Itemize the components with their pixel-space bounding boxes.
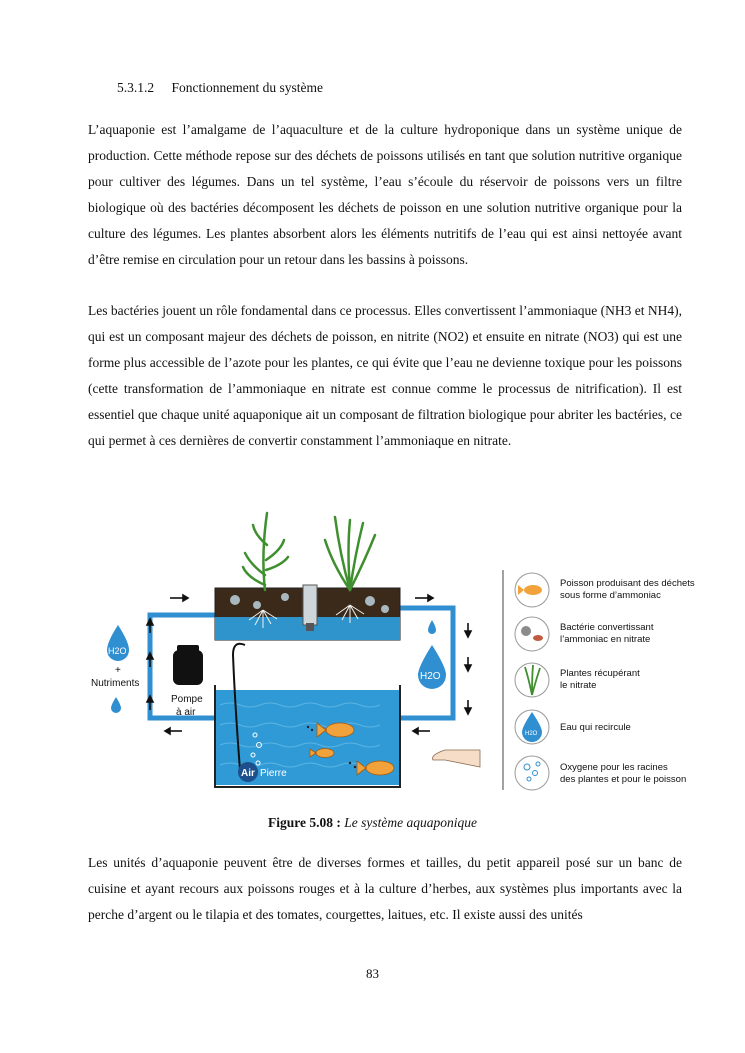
fish-tank [215, 644, 400, 787]
figure-caption [0, 815, 745, 831]
legend-item-plants [515, 663, 640, 697]
aquaponics-figure [85, 505, 705, 795]
nutrients-label: Nutriments [91, 678, 140, 689]
legend-text: le nitrate [560, 680, 597, 691]
legend-item-fish [515, 573, 695, 607]
left-water-drop [91, 625, 139, 713]
plants-illustration [243, 513, 375, 590]
legend-text: Plantes récupérant [560, 668, 640, 679]
legend-text: sous forme d’ammoniac [560, 590, 661, 601]
legend-item-water [515, 710, 631, 744]
air-pump [171, 645, 203, 718]
legend-item-oxygen [515, 756, 686, 790]
plus-label: + [115, 665, 121, 676]
legend-text: l’ammoniac en nitrate [560, 634, 651, 645]
section-heading [117, 80, 323, 96]
paragraph-3: Les unités d’aquaponie peuvent être de diverses formes et tailles, du petit appareil posé sur un banc de cuisine et ayant recours aux poissons rouges et à la culture d’herbes, aux systèmes plus importants avec la perche d’argent ou le tilapia et des tomates, courgettes, laitues, etc. Il existe aussi des unités [88, 855, 682, 922]
right-h2o-label: H2O [420, 671, 441, 682]
page-number: 83 [366, 966, 379, 981]
pump-label-1: Pompe [171, 694, 203, 705]
air-label: Air [241, 768, 255, 779]
section-title: Fonctionnement du système [171, 80, 323, 95]
stone-label: Pierre [260, 768, 287, 779]
legend-text: Eau qui recircule [560, 722, 631, 733]
left-h2o-label: H2O [108, 646, 127, 656]
legend-item-bacteria [515, 617, 654, 651]
figure-legend [515, 573, 695, 790]
legend-text: des plantes et pour le poisson [560, 774, 687, 785]
legend-text: Oxygene pour les racines [560, 762, 668, 773]
paragraph-2: Les bactéries jouent un rôle fondamental dans ce processus. Elles convertissent l’ammoniaque (NH3 et NH4), qui est un composant majeur des déchets de poisson, en nitrite (NO2) et ensuite en nitrate (NO3) qui est une forme plus accessible de l’azote pour les plantes, ce qui évite que l’eau ne devienne toxique pour les poissons (cette transformation de l’ammoniaque en nitrate est connue comme le processus de nitrification). Il est essentiel que chaque unité aquaponique ait un composant de filtration biologique pour abriter les bactéries, ce qui permet à ces dernières de convertir constamment l’ammoniaque en nitrate. [88, 303, 682, 448]
grow-bed [215, 585, 400, 640]
legend-h2o-label: H2O [525, 731, 538, 737]
section-number: 5.3.1.2 [117, 80, 155, 95]
pump-label-2: à air [176, 707, 196, 718]
right-water-drop [418, 620, 446, 689]
legend-text: Poisson produisant des déchets [560, 578, 695, 589]
paragraph-1: L’aquaponie est l’amalgame de l’aquaculture et de la culture hydroponique dans un système unique de production. Cette méthode repose sur des déchets de poissons utilisés en tant que solution nutritive organique pour cultiver des légumes. Dans un tel système, l’eau s’écoule du réservoir de poissons vers un filtre biologique où des bactéries décomposent les déchets de poisson en une solution nutritive organique pour la culture des légumes. Les plantes absorbent alors les éléments nutritifs de l’eau qui est ainsi nettoyée avant d’être remise en circulation pour un retour dans les bassins à poissons. [88, 122, 682, 267]
caption-label: Figure 5.08 : [268, 815, 341, 830]
caption-text: Le système aquaponique [344, 815, 477, 830]
legend-text: Bactérie convertissant [560, 622, 654, 633]
hand-illustration [433, 750, 481, 767]
